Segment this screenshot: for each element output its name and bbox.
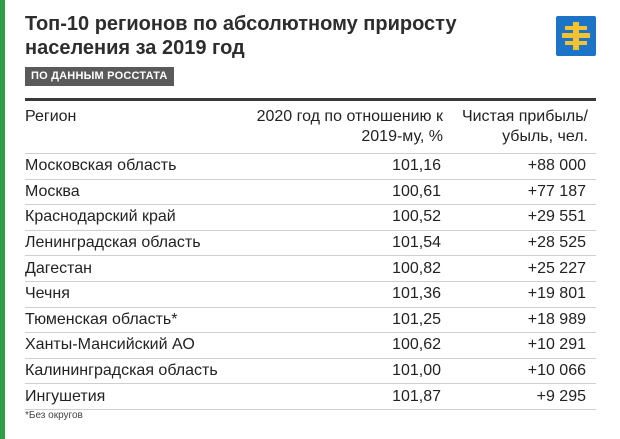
cell-region: Тюменская область* bbox=[25, 310, 178, 328]
header-net-text: Чистая прибыль/ убыль, чел. bbox=[461, 108, 588, 145]
population-table bbox=[25, 98, 596, 410]
cell-net: +25 227 bbox=[527, 259, 586, 277]
cell-net: +28 525 bbox=[527, 234, 586, 252]
cell-net: +77 187 bbox=[527, 182, 586, 200]
header-pct bbox=[225, 100, 443, 154]
cell-region: Дагестан bbox=[25, 259, 92, 277]
cell-region: Москва bbox=[25, 182, 80, 200]
cross-logo-icon bbox=[556, 16, 596, 56]
cell-region: Чечня bbox=[25, 285, 70, 303]
cell-net: +88 000 bbox=[527, 157, 586, 175]
cell-region: Калининградская область bbox=[25, 362, 218, 380]
cell-pct: 101,25 bbox=[392, 310, 441, 328]
cell-pct: 101,00 bbox=[392, 362, 441, 380]
cell-region: Ленинградская область bbox=[25, 234, 201, 252]
cell-pct: 100,62 bbox=[392, 336, 441, 354]
table-row bbox=[25, 154, 596, 180]
table-row bbox=[25, 230, 596, 256]
cell-region: Московская область bbox=[25, 157, 177, 175]
cell-pct: 101,54 bbox=[392, 234, 441, 252]
table-row bbox=[25, 358, 596, 384]
footnote: *Без округов bbox=[25, 410, 83, 421]
cell-net: +19 801 bbox=[527, 285, 586, 303]
cell-pct: 101,16 bbox=[392, 157, 441, 175]
cell-region: Ингушетия bbox=[25, 387, 106, 405]
header-net bbox=[443, 100, 596, 154]
cell-net: +29 551 bbox=[527, 208, 586, 226]
header-pct-text: 2020 год по отношению к 2019-му, % bbox=[256, 108, 443, 145]
table-row bbox=[25, 281, 596, 307]
header-region: Регион bbox=[25, 108, 77, 125]
cell-region: Краснодарский край bbox=[25, 208, 176, 226]
accent-bar bbox=[0, 0, 5, 439]
cell-net: +10 066 bbox=[527, 362, 586, 380]
cell-pct: 100,52 bbox=[392, 208, 441, 226]
source-badge: ПО ДАННЫМ РОССТАТА bbox=[25, 67, 174, 86]
cell-pct: 101,87 bbox=[392, 387, 441, 405]
cell-net: +10 291 bbox=[527, 336, 586, 354]
table-row bbox=[25, 256, 596, 282]
cell-pct: 100,82 bbox=[392, 259, 441, 277]
table-row bbox=[25, 205, 596, 231]
cell-net: +18 989 bbox=[527, 310, 586, 328]
cell-pct: 101,36 bbox=[392, 285, 441, 303]
cell-net: +9 295 bbox=[536, 387, 586, 405]
cell-pct: 100,61 bbox=[392, 182, 441, 200]
table-row bbox=[25, 333, 596, 359]
page-title: Топ-10 регионов по абсолютному приросту населения за 2019 год bbox=[25, 13, 457, 59]
table-row bbox=[25, 384, 596, 410]
table-row bbox=[25, 179, 596, 205]
cell-region: Ханты-Мансийский АО bbox=[25, 336, 195, 354]
table-header-row bbox=[25, 100, 596, 154]
table-row bbox=[25, 307, 596, 333]
